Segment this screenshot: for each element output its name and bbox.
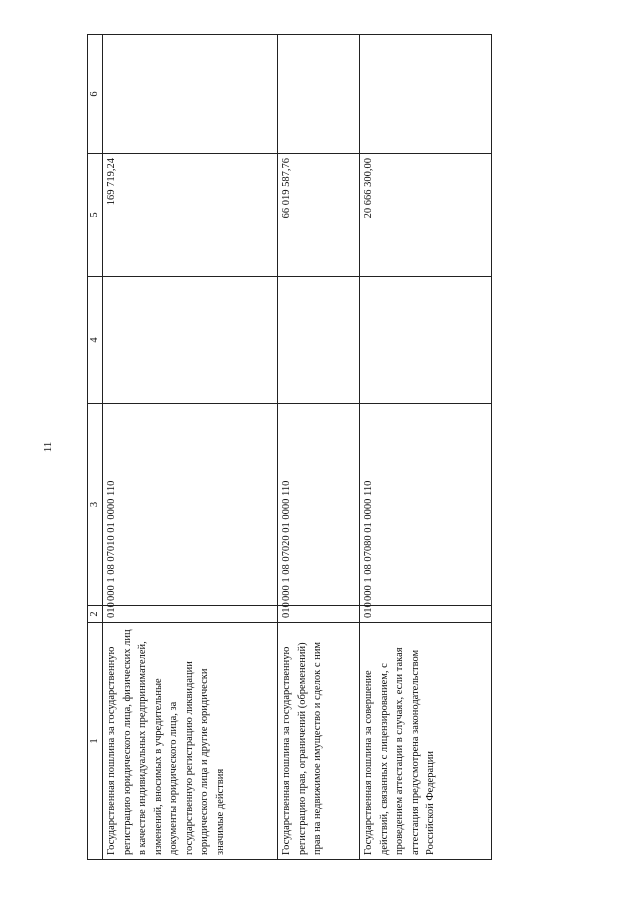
revenue-table: [87, 34, 492, 860]
cell-amount: 169 719,24: [103, 154, 278, 277]
table-header-row: [88, 35, 103, 860]
header-col-2: 2: [88, 606, 103, 623]
cell-col4: [103, 277, 278, 404]
table-row: [103, 35, 278, 860]
cell-col4: [278, 277, 360, 404]
rotated-table-container: [87, 35, 492, 860]
cell-col6: [360, 35, 492, 154]
header-col-5: 5: [88, 154, 103, 277]
page-number: 11: [42, 441, 54, 453]
header-col-4: 4: [88, 277, 103, 404]
cell-name: Государственная пошлина за государственную регистрацию юридического лица, физических лиц в качестве индивидуальных предпринимателей, изменений, вносимых в учредительные документы юридического лица, за государственную регистрацию ликвидации юридического лица и другие юридически значимые действия: [103, 623, 278, 860]
cell-kbk: 000 1 08 07020 01 0000 110: [278, 404, 360, 606]
header-col-1: 1: [88, 623, 103, 860]
cell-amount: 66 019 587,76: [278, 154, 360, 277]
cell-col6: [103, 35, 278, 154]
cell-code: 010: [360, 606, 492, 623]
cell-col6: [278, 35, 360, 154]
cell-kbk: 000 1 08 07080 01 0000 110: [360, 404, 492, 606]
cell-code: 010: [103, 606, 278, 623]
cell-name: Государственная пошлина за совершение действий, связанных с лицензированием, с проведением аттестации в случаях, если такая аттестация предусмотрена законодательством Российской Федерации: [360, 623, 492, 860]
cell-code: 010: [278, 606, 360, 623]
table-row: [278, 35, 360, 860]
header-col-6: 6: [88, 35, 103, 154]
cell-col4: [360, 277, 492, 404]
table-row: [360, 35, 492, 860]
cell-amount: 20 666 300,00: [360, 154, 492, 277]
cell-name: Государственная пошлина за государственную регистрацию прав, ограничений (обременений) прав на недвижимое имущество и сделок с ним: [278, 623, 360, 860]
header-col-3: 3: [88, 404, 103, 606]
cell-kbk: 000 1 08 07010 01 0000 110: [103, 404, 278, 606]
